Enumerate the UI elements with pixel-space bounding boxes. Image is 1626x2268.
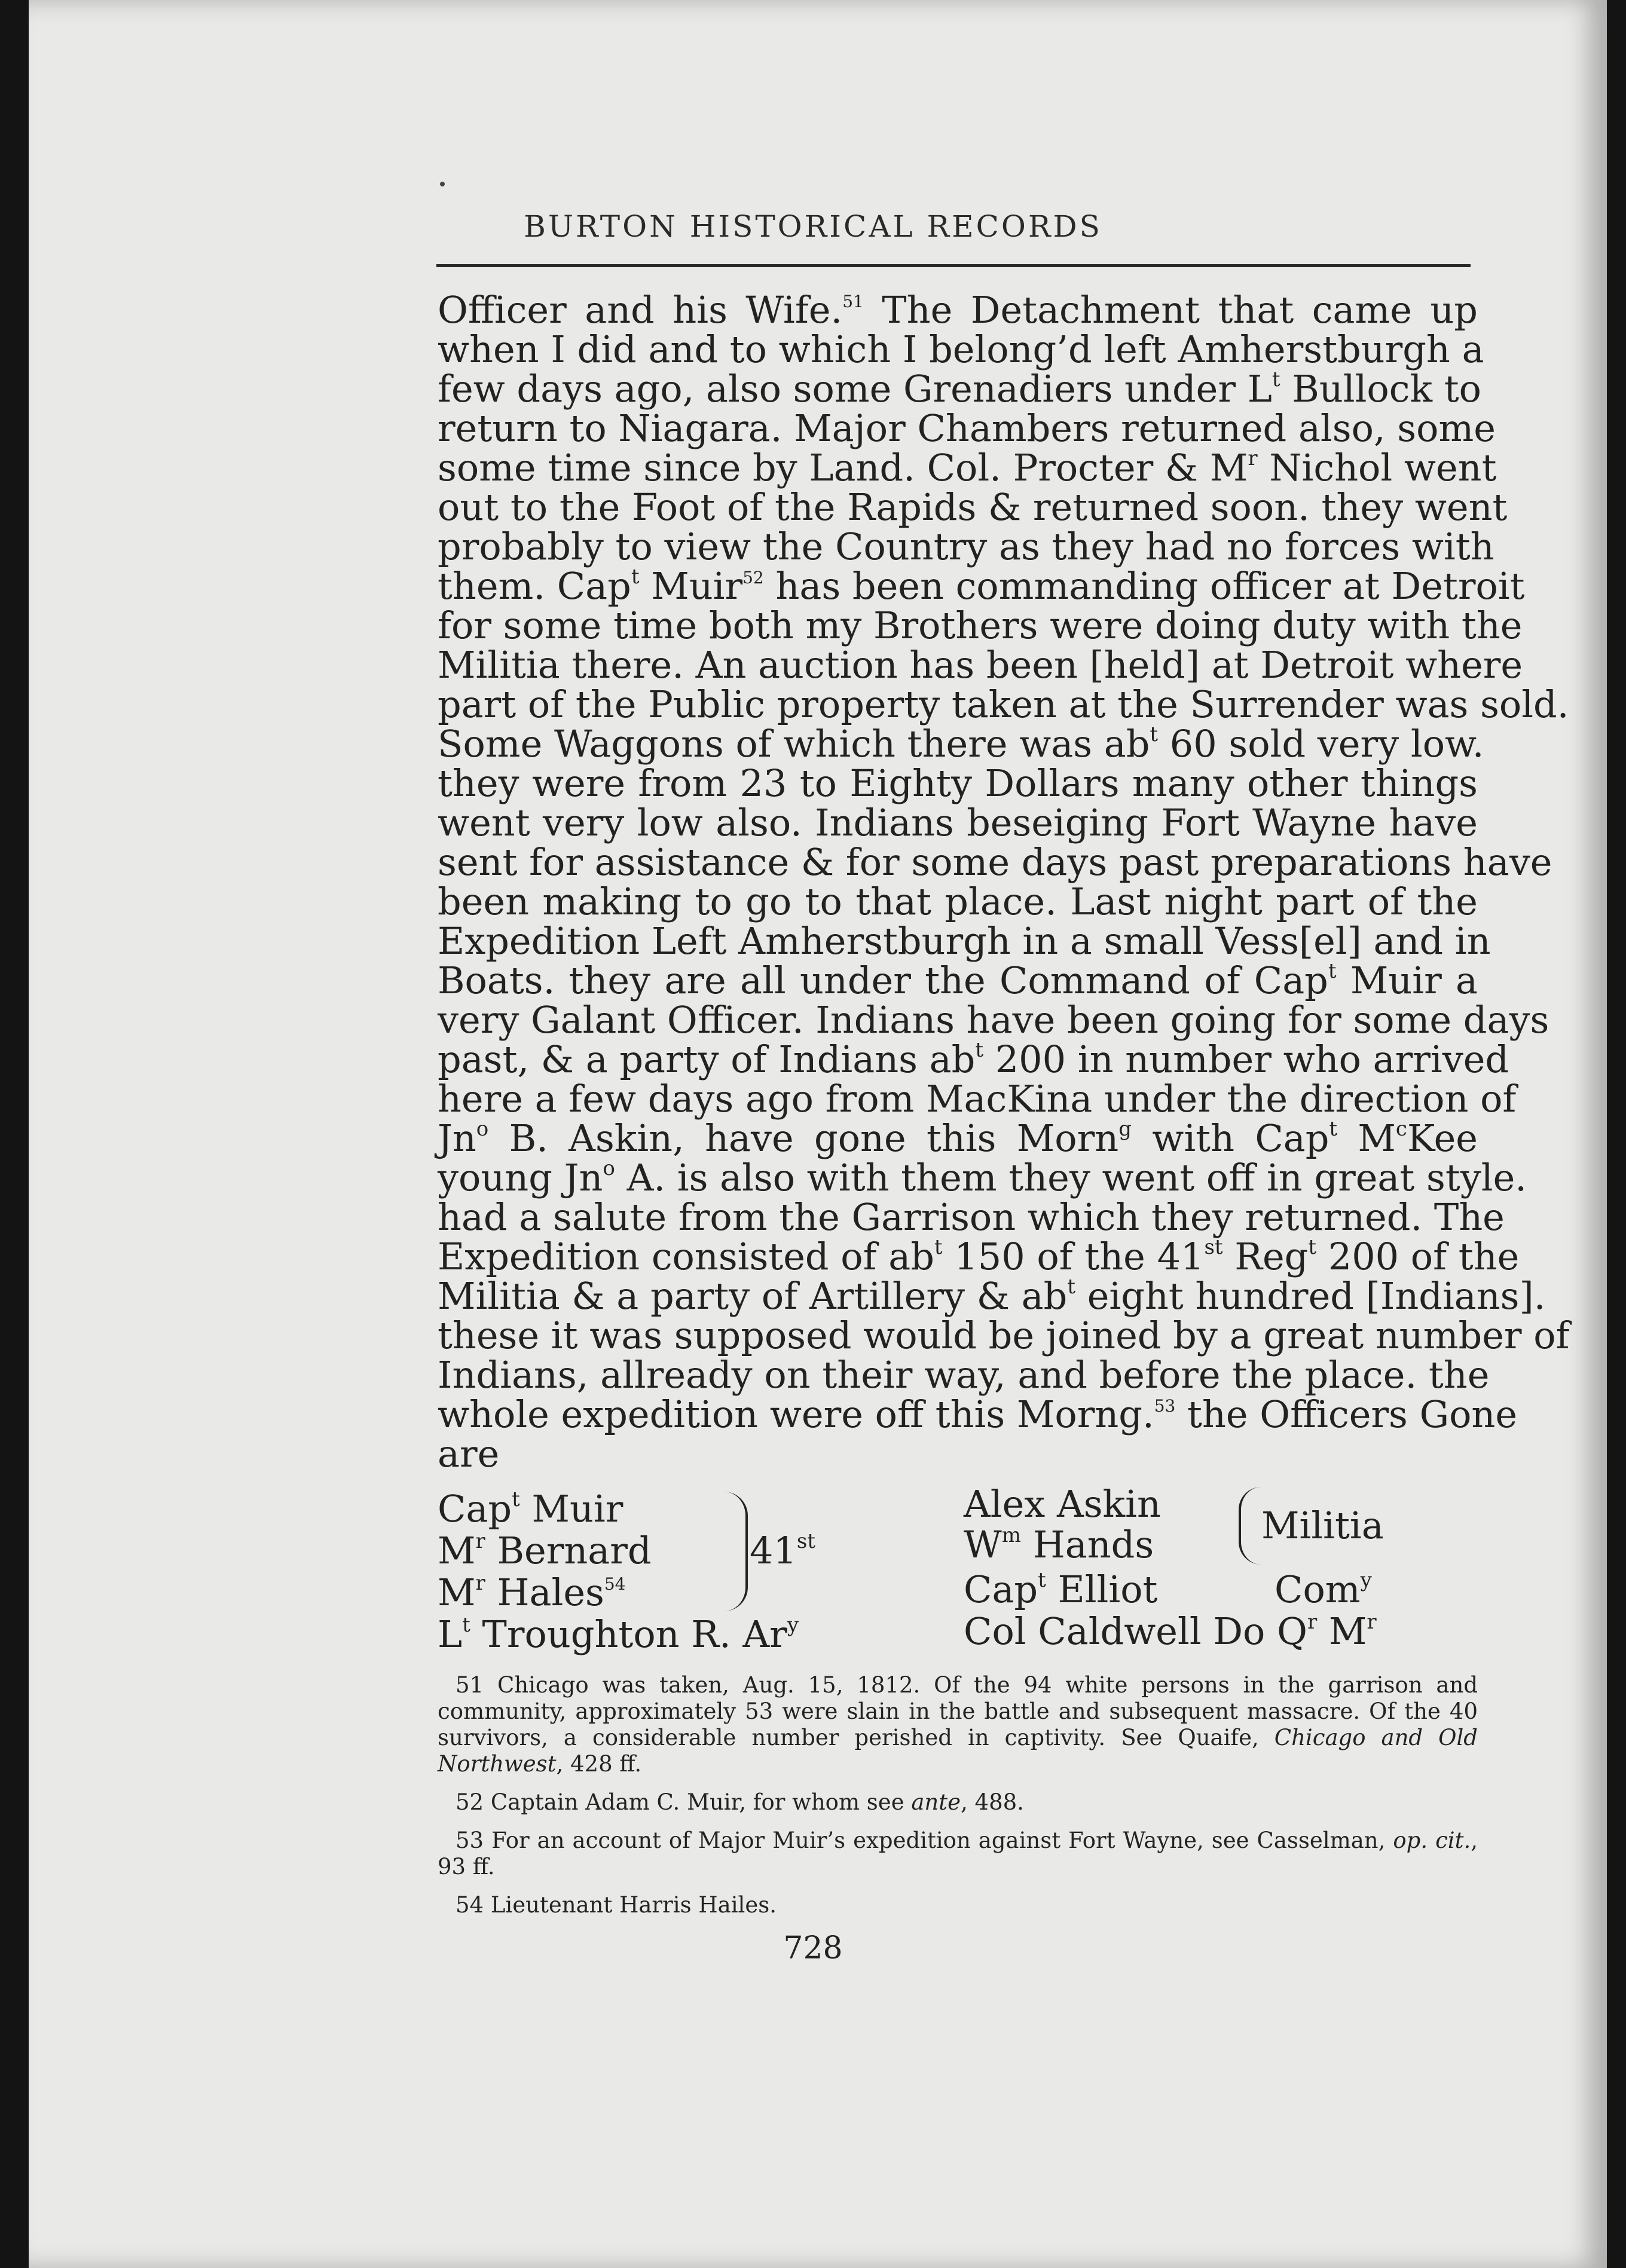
footnote-ref: 53 [1154, 1396, 1176, 1416]
text-line [438, 919, 1491, 963]
regiment-number: 41 [750, 1529, 797, 1572]
text-run: has been commanding officer at Detroit [763, 564, 1525, 608]
text-run: Officer and his Wife. [438, 288, 843, 332]
footnote-title: op. cit. [1393, 1828, 1471, 1853]
text-line [438, 564, 1525, 608]
running-head: BURTON HISTORICAL RECORDS [524, 209, 1102, 244]
officer-name: M [438, 1529, 476, 1572]
officer-left-4 [438, 1612, 799, 1656]
text-run: Nichol went [1257, 446, 1497, 489]
text-run: Indians, allready on their way, and before the place. the [438, 1353, 1490, 1397]
officer-name: Alex Askin [964, 1482, 1161, 1526]
text-run: The Detachment that came up [863, 288, 1478, 332]
text-run: 150 of the 41 [942, 1235, 1205, 1278]
footnote-title: ante [911, 1789, 961, 1815]
footnote-54 [438, 1892, 1478, 1918]
text-run: Militia there. An auction has been [held] at Detroit where [438, 643, 1523, 687]
footnote-number: 52 [456, 1789, 491, 1815]
superscript: r [1367, 1610, 1377, 1634]
superscript: o [603, 1156, 615, 1180]
text-run: B. Askin, have gone this Morn [488, 1116, 1119, 1160]
superscript: t [1067, 1275, 1075, 1299]
text-line [438, 1156, 1527, 1199]
superscript: t [1038, 1568, 1046, 1592]
superscript: r [1307, 1610, 1318, 1634]
superscript: st [1204, 1235, 1223, 1259]
brace-militia [1239, 1487, 1261, 1565]
text-run: few days ago, also some Grenadiers under L [438, 367, 1272, 411]
footnote-text: Lieutenant Harris Hailes. [490, 1892, 777, 1918]
text-run: Muir a [1336, 959, 1478, 1002]
text-line [438, 1353, 1490, 1397]
text-run: when I did and to which I belong’d left Amherstburgh a [438, 328, 1484, 371]
officer-name: Troughton R. Ar [470, 1612, 787, 1656]
text-line [438, 682, 1569, 726]
footnote-text: , 93 ff. [438, 1828, 1478, 1880]
superscript: m [1001, 1523, 1021, 1547]
footnote-text: , 428 ff. [556, 1751, 642, 1777]
officer-name: Elliot [1046, 1568, 1158, 1611]
officer-left-2 [438, 1529, 652, 1572]
text-line [438, 328, 1484, 371]
text-run: here a few days ago from MacKina under the direction of [438, 1077, 1517, 1121]
text-run: been making to go to that place. Last night part of the [438, 880, 1478, 923]
text-run: very Galant Officer. Indians have been going for some days [438, 998, 1549, 1042]
footnote-ref: 54 [604, 1574, 626, 1594]
militia-label: Militia [1261, 1504, 1384, 1547]
text-line [438, 722, 1484, 766]
text-line [438, 367, 1481, 411]
superscript: t [975, 1038, 983, 1062]
text-run: are [438, 1432, 500, 1476]
superscript: o [476, 1117, 489, 1141]
officer-right-3 [964, 1568, 1157, 1611]
officer-name: Hales [485, 1571, 604, 1614]
text-line [438, 1235, 1520, 1278]
superscript: t [1150, 723, 1159, 746]
text-run: Reg [1222, 1235, 1309, 1278]
footnote-53 [438, 1828, 1478, 1880]
text-run: return to Niagara. Major Chambers returned also, some [438, 406, 1496, 450]
text-line [438, 1434, 1478, 1474]
text-run: some time since by Land. Col. Procter & M [438, 446, 1248, 489]
footnote-51 [438, 1672, 1478, 1777]
page-number: 728 [783, 1930, 843, 1966]
text-line [438, 485, 1508, 529]
officer-name: M [438, 1571, 476, 1614]
text-run: out to the Foot of the Rapids & returned soon. they went [438, 485, 1508, 529]
text-run: went very low also. Indians beseiging Fort Wayne have [438, 801, 1478, 844]
ink-speck [440, 182, 445, 186]
text-run: Militia & a party of Artillery & ab [438, 1274, 1068, 1318]
text-line [438, 803, 1478, 843]
footnote-text: , 488. [961, 1789, 1024, 1815]
footnote-number: 54 [456, 1892, 491, 1918]
text-line [438, 290, 1478, 330]
officer-name: Hands [1020, 1523, 1154, 1566]
footnote-52 [438, 1789, 1478, 1816]
footnote-text: Captain Adam C. Muir, for whom see [490, 1789, 912, 1815]
superscript: t [1329, 1117, 1338, 1141]
text-run: 200 of the [1316, 1235, 1520, 1278]
officer-name: W [964, 1523, 1002, 1566]
text-line [438, 1314, 1570, 1357]
text-run: sent for assistance & for some days past preparations have [438, 840, 1552, 884]
text-run: Boats. they are all under the Command of Cap [438, 959, 1328, 1002]
text-line [438, 406, 1496, 450]
footnote-text: Chicago was taken, Aug. 15, 1812. Of the 94 white persons in the garrison and community, approximately 53 were slain in the battle and subsequent massacre. Of the 40 survivors, a considerable number perished in captivity. See Quaife, [438, 1672, 1478, 1750]
text-run: eight hundred [Indians]. [1075, 1274, 1546, 1318]
text-run: whole expedition were off this Morng. [438, 1392, 1154, 1436]
superscript: t [1308, 1235, 1317, 1259]
footnotes [438, 1672, 1478, 1930]
superscript: g [1118, 1117, 1132, 1141]
officer-right-2 [964, 1523, 1154, 1566]
text-line [438, 1116, 1478, 1160]
superscript: t [1328, 959, 1337, 983]
text-run: Muir [639, 564, 743, 608]
superscript: c [1395, 1117, 1407, 1141]
footnote-title: Chicago and Old Northwest [438, 1725, 1478, 1777]
text-run: Expedition consisted of ab [438, 1235, 934, 1278]
text-line [438, 1077, 1517, 1121]
superscript: r [1248, 446, 1258, 470]
text-line [438, 446, 1497, 489]
text-run: for some time both my Brothers were doing duty with the [438, 604, 1523, 647]
footnote-ref: 52 [742, 568, 764, 587]
text-run: the Officers Gone [1175, 1392, 1518, 1436]
text-run: 60 sold very low. [1158, 722, 1484, 766]
officer-name: Cap [964, 1568, 1038, 1611]
superscript: t [631, 565, 640, 589]
text-run: they were from 23 to Eighty Dollars many other things [438, 761, 1478, 805]
text-line [438, 1392, 1518, 1436]
text-run: Bullock to [1280, 367, 1481, 411]
text-run: Jn [438, 1116, 476, 1160]
footnote-ref: 51 [842, 292, 864, 311]
text-run: with Cap [1131, 1116, 1329, 1160]
text-run: young Jn [438, 1156, 603, 1199]
text-run: part of the Public property taken at the Surrender was sold. [438, 682, 1569, 726]
superscript: t [1272, 368, 1280, 391]
officer-left-3 [438, 1571, 625, 1614]
text-line [438, 1274, 1546, 1318]
superscript: r [475, 1571, 485, 1595]
superscript: st [796, 1529, 816, 1553]
officers-list [438, 1482, 1478, 1656]
officer-name: L [438, 1612, 463, 1656]
superscript: y [787, 1613, 799, 1637]
text-line [438, 604, 1523, 647]
text-line [438, 1037, 1509, 1081]
text-run: M [1337, 1116, 1396, 1160]
elliot-role [1274, 1568, 1372, 1611]
text-run: A. is also with them they went off in great style. [615, 1156, 1527, 1199]
officer-name: Col Caldwell Do Q [964, 1609, 1307, 1653]
superscript: r [475, 1529, 485, 1553]
superscript: t [512, 1487, 520, 1511]
text-run: them. Cap [438, 564, 631, 608]
text-run: had a salute from the Garrison which they returned. The [438, 1195, 1505, 1239]
text-line [438, 761, 1478, 805]
text-line [438, 998, 1549, 1042]
text-run: these it was supposed would be joined by a great number of [438, 1314, 1570, 1357]
role: Com [1274, 1568, 1361, 1611]
regiment-label [750, 1529, 815, 1572]
officer-right-1 [964, 1482, 1161, 1526]
officer-name: Bernard [485, 1529, 652, 1572]
text-line [438, 882, 1478, 922]
text-run: Expedition Left Amherstburgh in a small Vess[el] and in [438, 919, 1491, 963]
superscript: t [934, 1235, 943, 1259]
text-run: Kee [1407, 1116, 1478, 1160]
text-run: past, & a party of Indians ab [438, 1037, 976, 1081]
superscript: t [462, 1613, 470, 1637]
text-line [438, 643, 1523, 687]
body-text [438, 288, 1570, 1476]
header-rule [436, 264, 1471, 267]
superscript: y [1360, 1568, 1372, 1592]
officer-name: Cap [438, 1487, 512, 1531]
officer-right-4 [964, 1609, 1377, 1653]
footnote-number: 53 [456, 1828, 492, 1853]
footnote-text: For an account of Major Muir’s expedition against Fort Wayne, see Casselman, [491, 1828, 1393, 1853]
officer-name: M [1317, 1609, 1367, 1653]
footnote-number: 51 [456, 1672, 497, 1698]
text-line [438, 525, 1494, 568]
text-line [438, 961, 1478, 1000]
text-run: Some Waggons of which there was ab [438, 722, 1150, 766]
text-line [438, 840, 1552, 884]
officer-name: Muir [519, 1487, 623, 1531]
brace-41st [722, 1492, 748, 1611]
text-run: probably to view the Country as they had no forces with [438, 525, 1494, 568]
text-line [438, 1195, 1505, 1239]
text-run: 200 in number who arrived [983, 1037, 1509, 1081]
officer-left-1 [438, 1487, 623, 1531]
